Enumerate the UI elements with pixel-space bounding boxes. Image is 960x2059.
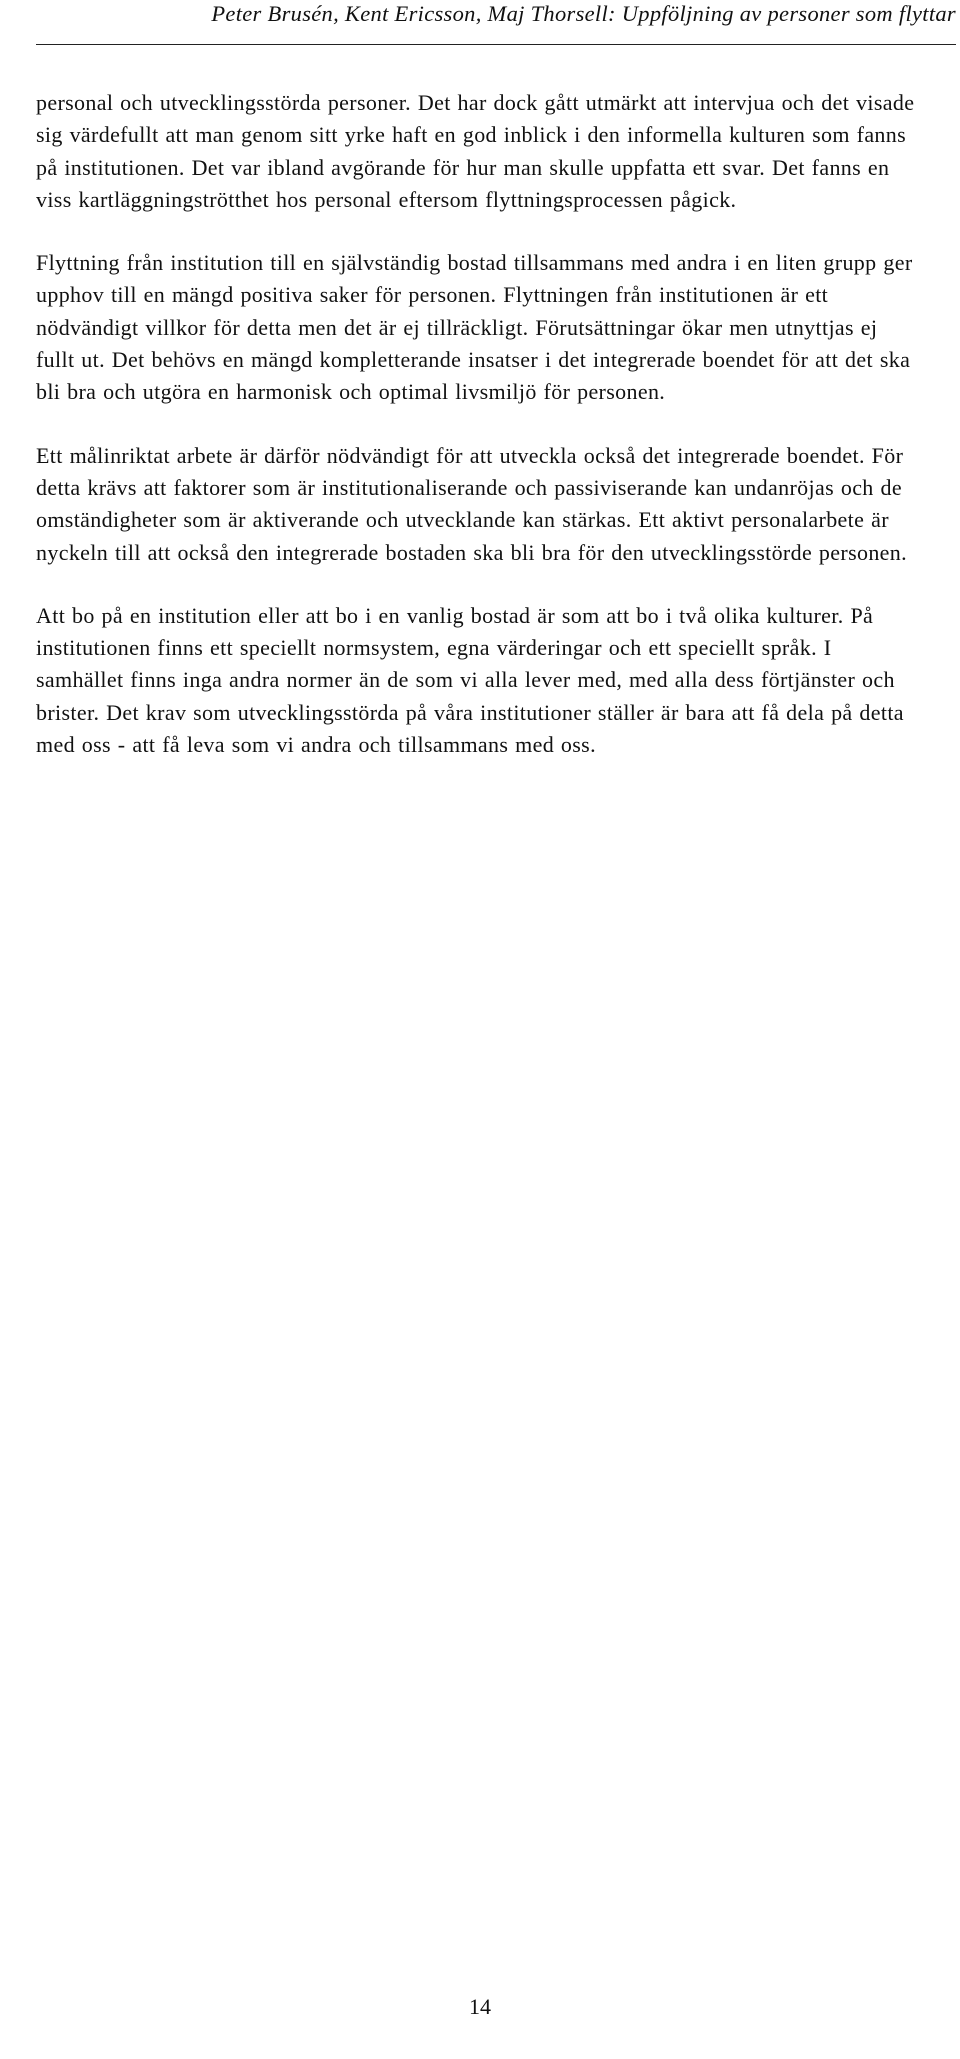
paragraph-2: Flyttning från institution till en självständig bostad tillsammans med andra i en liten grupp ger upphov till en mängd positiva saker för personen. Flyttningen från institutionen är ett nödvändigt villkor för detta men det är ej tillräckligt. Förutsättningar ökar men utnyttjas ej fullt ut. Det behövs en mängd kompletterande insatser i det integrerade boendet för att det ska bli bra och utgöra en harmonisk och optimal livsmiljö för personen. xyxy=(36,250,913,405)
running-header: Peter Brusén, Kent Ericsson, Maj Thorsell: Uppföljning av personer som flyttar xyxy=(211,1,956,26)
paragraph-3: Ett målinriktat arbete är därför nödvändigt för att utveckla också det integrerade boendet. För detta krävs att faktorer som är institutionaliserande och passiviserande kan undanröjas och de omständigheter som är aktiverande och utvecklande kan stärkas. Ett aktivt personalarbete är nyckeln till att också den integrerade bostaden ska bli bra för den utvecklingsstörde personen. xyxy=(36,442,907,565)
page-number: 14 xyxy=(469,1994,491,2019)
body-text xyxy=(36,87,920,792)
paragraph-4: Att bo på en institution eller att bo i en vanlig bostad är som att bo i två olika kulturer. På institutionen finns ett speciellt normsystem, egna värderingar och ett speciellt språk. I samhället finns inga andra normer än de som vi alla lever med, med alla dess förtjänster och brister. Det krav som utvecklingsstörda på våra institutioner ställer är bara att få dela på detta med oss - att få leva som vi andra och tillsammans med oss. xyxy=(36,602,904,758)
paragraph-1: personal och utvecklingsstörda personer. Det har dock gått utmärkt att intervjua och det visade sig värdefullt att man genom sitt yrke haft en god inblick i den informella kulturen som fanns på institutionen. Det var ibland avgörande för hur man skulle uppfatta ett svar. Det fanns en viss kartläggningströtthet hos personal eftersom flyttningsprocessen pågick. xyxy=(36,90,915,212)
header-divider xyxy=(36,44,956,45)
